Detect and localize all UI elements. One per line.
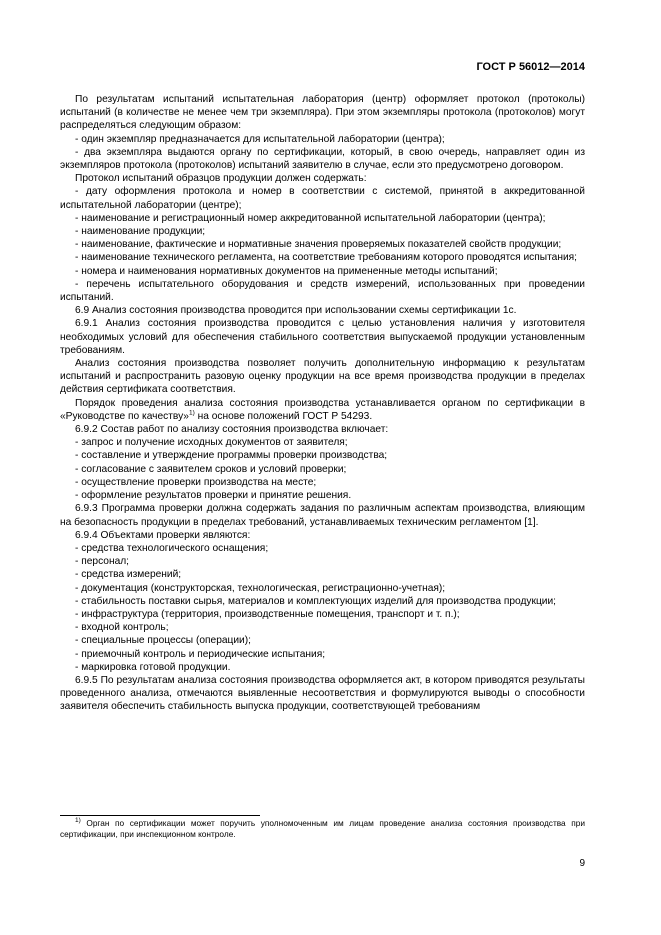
list-item: - один экземпляр предназначается для испытательной лаборатории (центра); bbox=[75, 133, 445, 145]
section-6-9-5: 6.9.5 По результатам анализа состояния производства оформляется акт, в котором приводятся результаты проведенного анализа, отмечаются выявленные несоответствия и формулируются выводы о способности заявителя обеспечить стабильность выпуска продукции, соответствующей требованиям bbox=[60, 674, 585, 713]
list-item: - персонал; bbox=[75, 556, 130, 568]
list-item: - согласование с заявителем сроков и условий проверки; bbox=[75, 463, 347, 475]
list-item: - дату оформления протокола и номер в соответствии с системой, принятой в аккредитованной испытательной лаборатории (центре); bbox=[60, 186, 585, 211]
paragraph-part: на основе положений ГОСТ Р 54293. bbox=[197, 410, 373, 422]
list-item: - маркировка готовой продукции. bbox=[75, 661, 231, 673]
list-item: - документация (конструкторская, технологическая, регистрационно-учетная); bbox=[75, 582, 446, 594]
list-item: - запрос и получение исходных документов от заявителя; bbox=[75, 437, 348, 449]
list-item: - составление и утверждение программы проверки производства; bbox=[75, 450, 388, 462]
footnote-body: Орган по сертификации может поручить уполномоченным им лицам проведение анализа состояния производства при сертификации, при инспекционном контроле. bbox=[60, 818, 585, 839]
section-6-9-1: 6.9.1 Анализ состояния производства проводится с целью установления наличия у изготовителя необходимых условий для обеспечения стабильного соответствия выпускаемой продукции установленным требованиям. bbox=[60, 318, 585, 356]
paragraph: Протокол испытаний образцов продукции должен содержать: bbox=[75, 173, 367, 185]
list-item: - входной контроль; bbox=[75, 622, 169, 634]
list-item: - наименование, фактические и нормативные значения проверяемых показателей свойств продукции; bbox=[75, 239, 562, 251]
list-item: - наименование продукции; bbox=[75, 226, 206, 238]
footnote bbox=[60, 818, 585, 840]
list-item: - специальные процессы (операции); bbox=[75, 635, 251, 647]
list-item: - осуществление проверки производства на месте; bbox=[75, 476, 317, 488]
body-text bbox=[60, 93, 585, 714]
list-item: - инфраструктура (территория, производственные помещения, транспорт и т. п.); bbox=[75, 608, 460, 620]
list-item: - средства технологического оснащения; bbox=[75, 542, 269, 554]
footnote-text bbox=[60, 818, 585, 840]
list-item: - наименование технического регламента, на соответствие требованиям которого проводятся испытания; bbox=[75, 252, 577, 264]
list-item: - наименование и регистрационный номер аккредитованной испытательной лаборатории (центра); bbox=[75, 212, 546, 224]
section-6-9: 6.9 Анализ состояния производства проводится при использовании схемы сертификации 1с. bbox=[75, 305, 517, 317]
list-item: - средства измерений; bbox=[75, 569, 182, 581]
list-item: - перечень испытательного оборудования и средств измерений, использованных при проведении испытаний. bbox=[60, 278, 585, 304]
paragraph-with-footnote bbox=[60, 397, 585, 423]
list-item: - стабильность поставки сырья, материалов и комплектующих изделий для производства продукции; bbox=[75, 595, 556, 607]
list-item: - номера и наименования нормативных документов на примененные методы испытаний; bbox=[75, 265, 498, 277]
section-6-9-3: 6.9.3 Программа проверки должна содержать задания по различным аспектам производства, влияющим на безопасность продукции в пределах требований, устанавливаемых техническим регламентом [1]. bbox=[60, 503, 585, 528]
document-code: ГОСТ Р 56012—2014 bbox=[476, 61, 585, 73]
section-6-9-2: 6.9.2 Состав работ по анализу состояния производства включает: bbox=[75, 424, 389, 436]
footnote-divider bbox=[60, 815, 260, 816]
list-item: - два экземпляра выдаются органу по сертификации, который, в свою очередь, направляет один из экземпляров протокола (протоколов) испытаний заявителю в случае, если это предусмотрено договором. bbox=[60, 146, 585, 172]
paragraph: Анализ состояния производства позволяет получить дополнительную информацию к результатам испытаний и распространить разовую оценку продукции на все время производства продукции в пределах действия сертификата соответствия. bbox=[60, 358, 585, 396]
section-6-9-4: 6.9.4 Объектами проверки являются: bbox=[75, 529, 251, 541]
paragraph: По результатам испытаний испытательная лаборатория (центр) оформляет протокол (протоколы) испытаний (в количестве не менее чем три экземпляра). При этом экземпляры протокола (протоколов) могут распределяться следующим образом: bbox=[60, 94, 585, 132]
page-number: 9 bbox=[579, 858, 585, 869]
list-item: - оформление результатов проверки и принятие решения. bbox=[75, 490, 352, 502]
footnote-marker: 1) bbox=[75, 817, 81, 825]
paragraph-part: Порядок проведения анализа состояния производства устанавливается органом по сертификации в «Руководстве по качеству» bbox=[60, 397, 585, 422]
list-item: - приемочный контроль и периодические испытания; bbox=[75, 648, 326, 660]
footnote-ref[interactable]: 1) bbox=[188, 409, 195, 417]
